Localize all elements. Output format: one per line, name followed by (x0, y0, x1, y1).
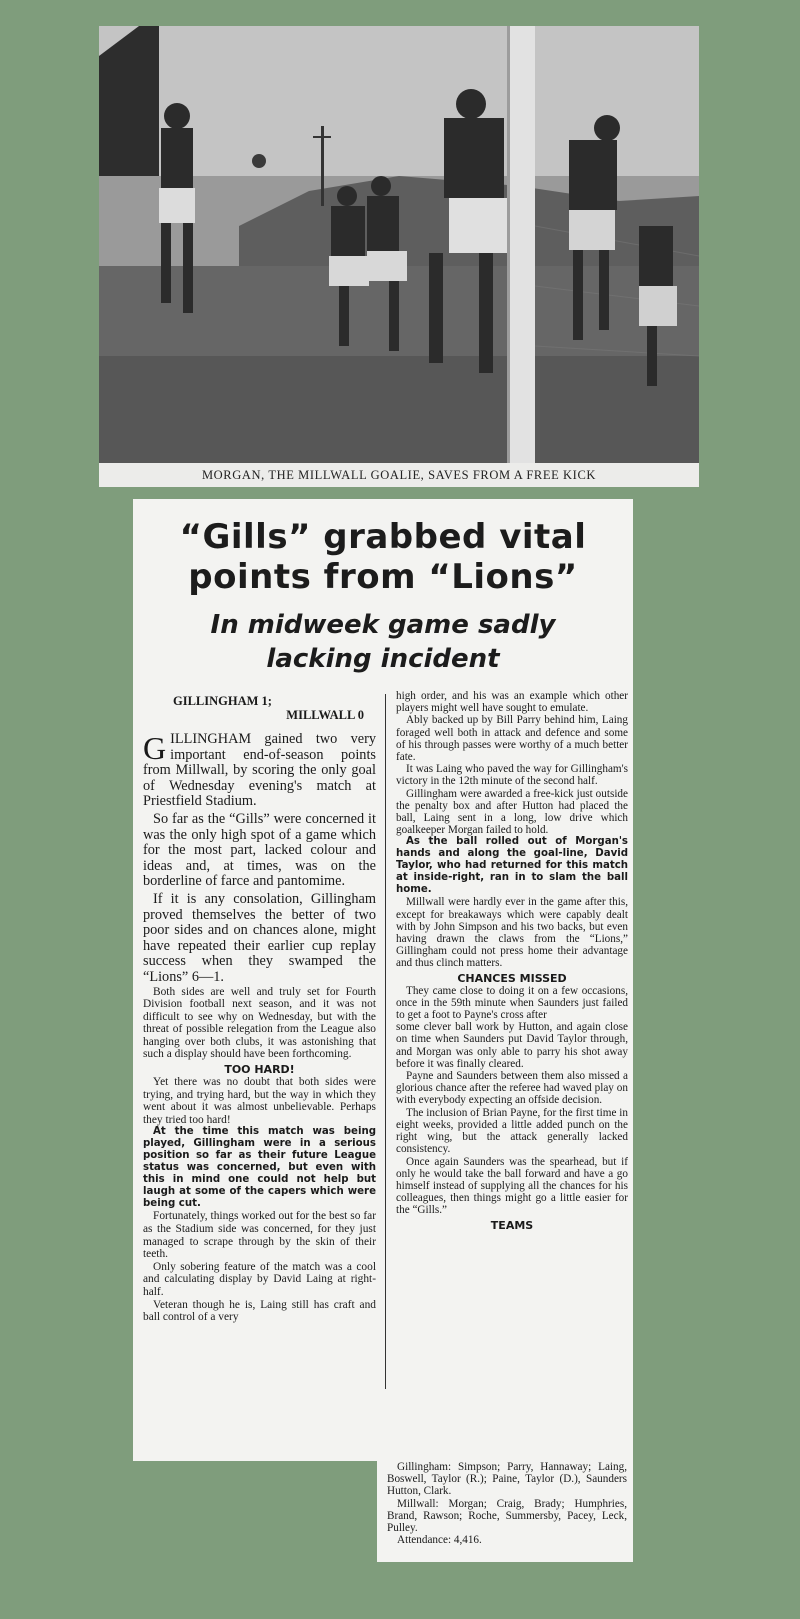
score-line-home: GILLINGHAM 1; (173, 694, 272, 708)
paragraph: some clever ball work by Hutton, and again close on time when Saunders put David Taylor through, and Morgan was only able to parry his shot away before it was finally cleared. (396, 1021, 628, 1070)
paragraph: Both sides are well and truly set for Fourth Division football next season, and it was not difficult to see why on Wednesday, but with the threat of possible relegation from the League also hanging over both clubs, it was astonishing that such a display should have been forthcoming. (143, 985, 376, 1061)
article-column-1 (143, 694, 376, 1324)
subheadline-line-1: In midweek game sadly (210, 610, 556, 640)
subheadline (133, 608, 633, 676)
paragraph: Gillingham were awarded a free-kick just outside the penalty box and after Hutton had placed the ball, Laing sent in a long, low drive which goalkeeper Morgan failed to hold. (396, 787, 628, 837)
headline-line-2: points from “Lions” (188, 557, 578, 597)
paragraph: Fortunately, things worked out for the best so far as the Stadium side was concerned, for they just managed to scrape through by the skin of their teeth. (143, 1210, 376, 1261)
drop-cap: G (143, 730, 167, 766)
lead-text: ILLINGHAM gained two very important end-of-season points from Millwall, by scoring the only goal of Wednesday evening's match at Priestfield Stadium. (143, 731, 376, 810)
match-photo (99, 26, 699, 463)
attendance: Attendance: 4,416. (397, 1534, 482, 1547)
photo-caption-text: MORGAN, THE MILLWALL GOALIE, SAVES FROM A FREE KICK (201, 468, 597, 482)
headline (133, 517, 633, 597)
paragraph: high order, and his was an example which other players might well have sought to emulate. (396, 690, 628, 715)
subheadline-line-2: lacking incident (266, 644, 500, 674)
headline-line-1: “Gills” grabbed vital (179, 517, 587, 557)
column-rule (385, 694, 386, 1389)
article-clipping (133, 499, 633, 1461)
paragraph: Yet there was no doubt that both sides were trying, and trying hard, but the way in which they went about it was almost unbelievable. Perhaps they tried too hard! (143, 1076, 376, 1126)
paragraph: Only sobering feature of the match was a cool and calculating display by David Laing at right-half. (143, 1260, 376, 1298)
teams-column (387, 1461, 627, 1546)
teams-millwall: Millwall: Morgan; Craig, Brady; Humphries, Brand, Rawson; Roche, Summersby, Pacey, Leck, Pulley. (387, 1497, 627, 1535)
article-column-2 (396, 690, 628, 1232)
teams-clipping (377, 1461, 633, 1562)
paragraph: Once again Saunders was the spearhead, but if only he would take the ball forward and have a go himself instead of supplying all the chances for his colleagues, then things might go a little easier for the “Gills.” (396, 1155, 628, 1217)
crosshead-too-hard: TOO HARD! (224, 1063, 295, 1077)
paragraph: Ably backed up by Bill Parry behind him, Laing foraged well both in attack and defence and some of his through passes were worthy of a much better fate. (396, 714, 628, 764)
bold-paragraph: As the ball rolled out of Morgan's hands and along the goal-line, David Taylor, who had returned for this match at inside-right, ran in to slam the ball home. (396, 836, 628, 896)
paragraph: If it is any consolation, Gillingham proved themselves the better of two poor sides and on chances alone, might have repeated their earlier cup replay success when they swamped the “Lions” 6—1. (143, 890, 376, 985)
crosshead-chances-missed: CHANCES MISSED (457, 971, 567, 985)
paragraph: Millwall were hardly ever in the game after this, except for breakaways which were capably dealt with by John Simpson and his two backs, but even having drawn the claws from the “Lions,” Gillingham could not press home their advantage and thus clinch matters. (396, 896, 628, 970)
paragraph: The inclusion of Brian Payne, for the first time in eight weeks, provided a little added punch on the right wing, but the attack generally lacked consistency. (396, 1106, 628, 1156)
photo-caption (99, 463, 699, 487)
paragraph: Payne and Saunders between them also missed a glorious chance after the referee had waved play on with everybody expecting an offside decision. (396, 1070, 628, 1107)
paragraph: Veteran though he is, Laing still has craft and ball control of a very (143, 1298, 376, 1324)
paragraph: So far as the “Gills” were concerned it was the only high spot of a game which for the most part, lacked colour and ideas and, at times, was on the borderline of farce and pantomime. (143, 810, 376, 890)
crosshead-teams: TEAMS (490, 1218, 534, 1232)
paragraph: They came close to doing it on a few occasions, once in the 59th minute when Saunders just failed to get a foot to Payne's cross after (396, 984, 628, 1022)
lead-paragraph (143, 732, 376, 810)
match-photo-illustration (99, 26, 699, 463)
bold-paragraph: At the time this match was being played, Gillingham were in a serious position so far as their future League status was concerned, but even with this in mind one could not help but laugh at some of the capers which were being cut. (143, 1126, 376, 1210)
teams-gillingham: Gillingham: Simpson; Parry, Hannaway; Laing, Boswell, Taylor (R.); Paine, Taylor (D.), Saunders Hutton, Clark. (387, 1461, 627, 1498)
paragraph: It was Laing who paved the way for Gillingham's victory in the 12th minute of the second half. (396, 763, 628, 788)
score-line-away: MILLWALL 0 (286, 708, 364, 722)
